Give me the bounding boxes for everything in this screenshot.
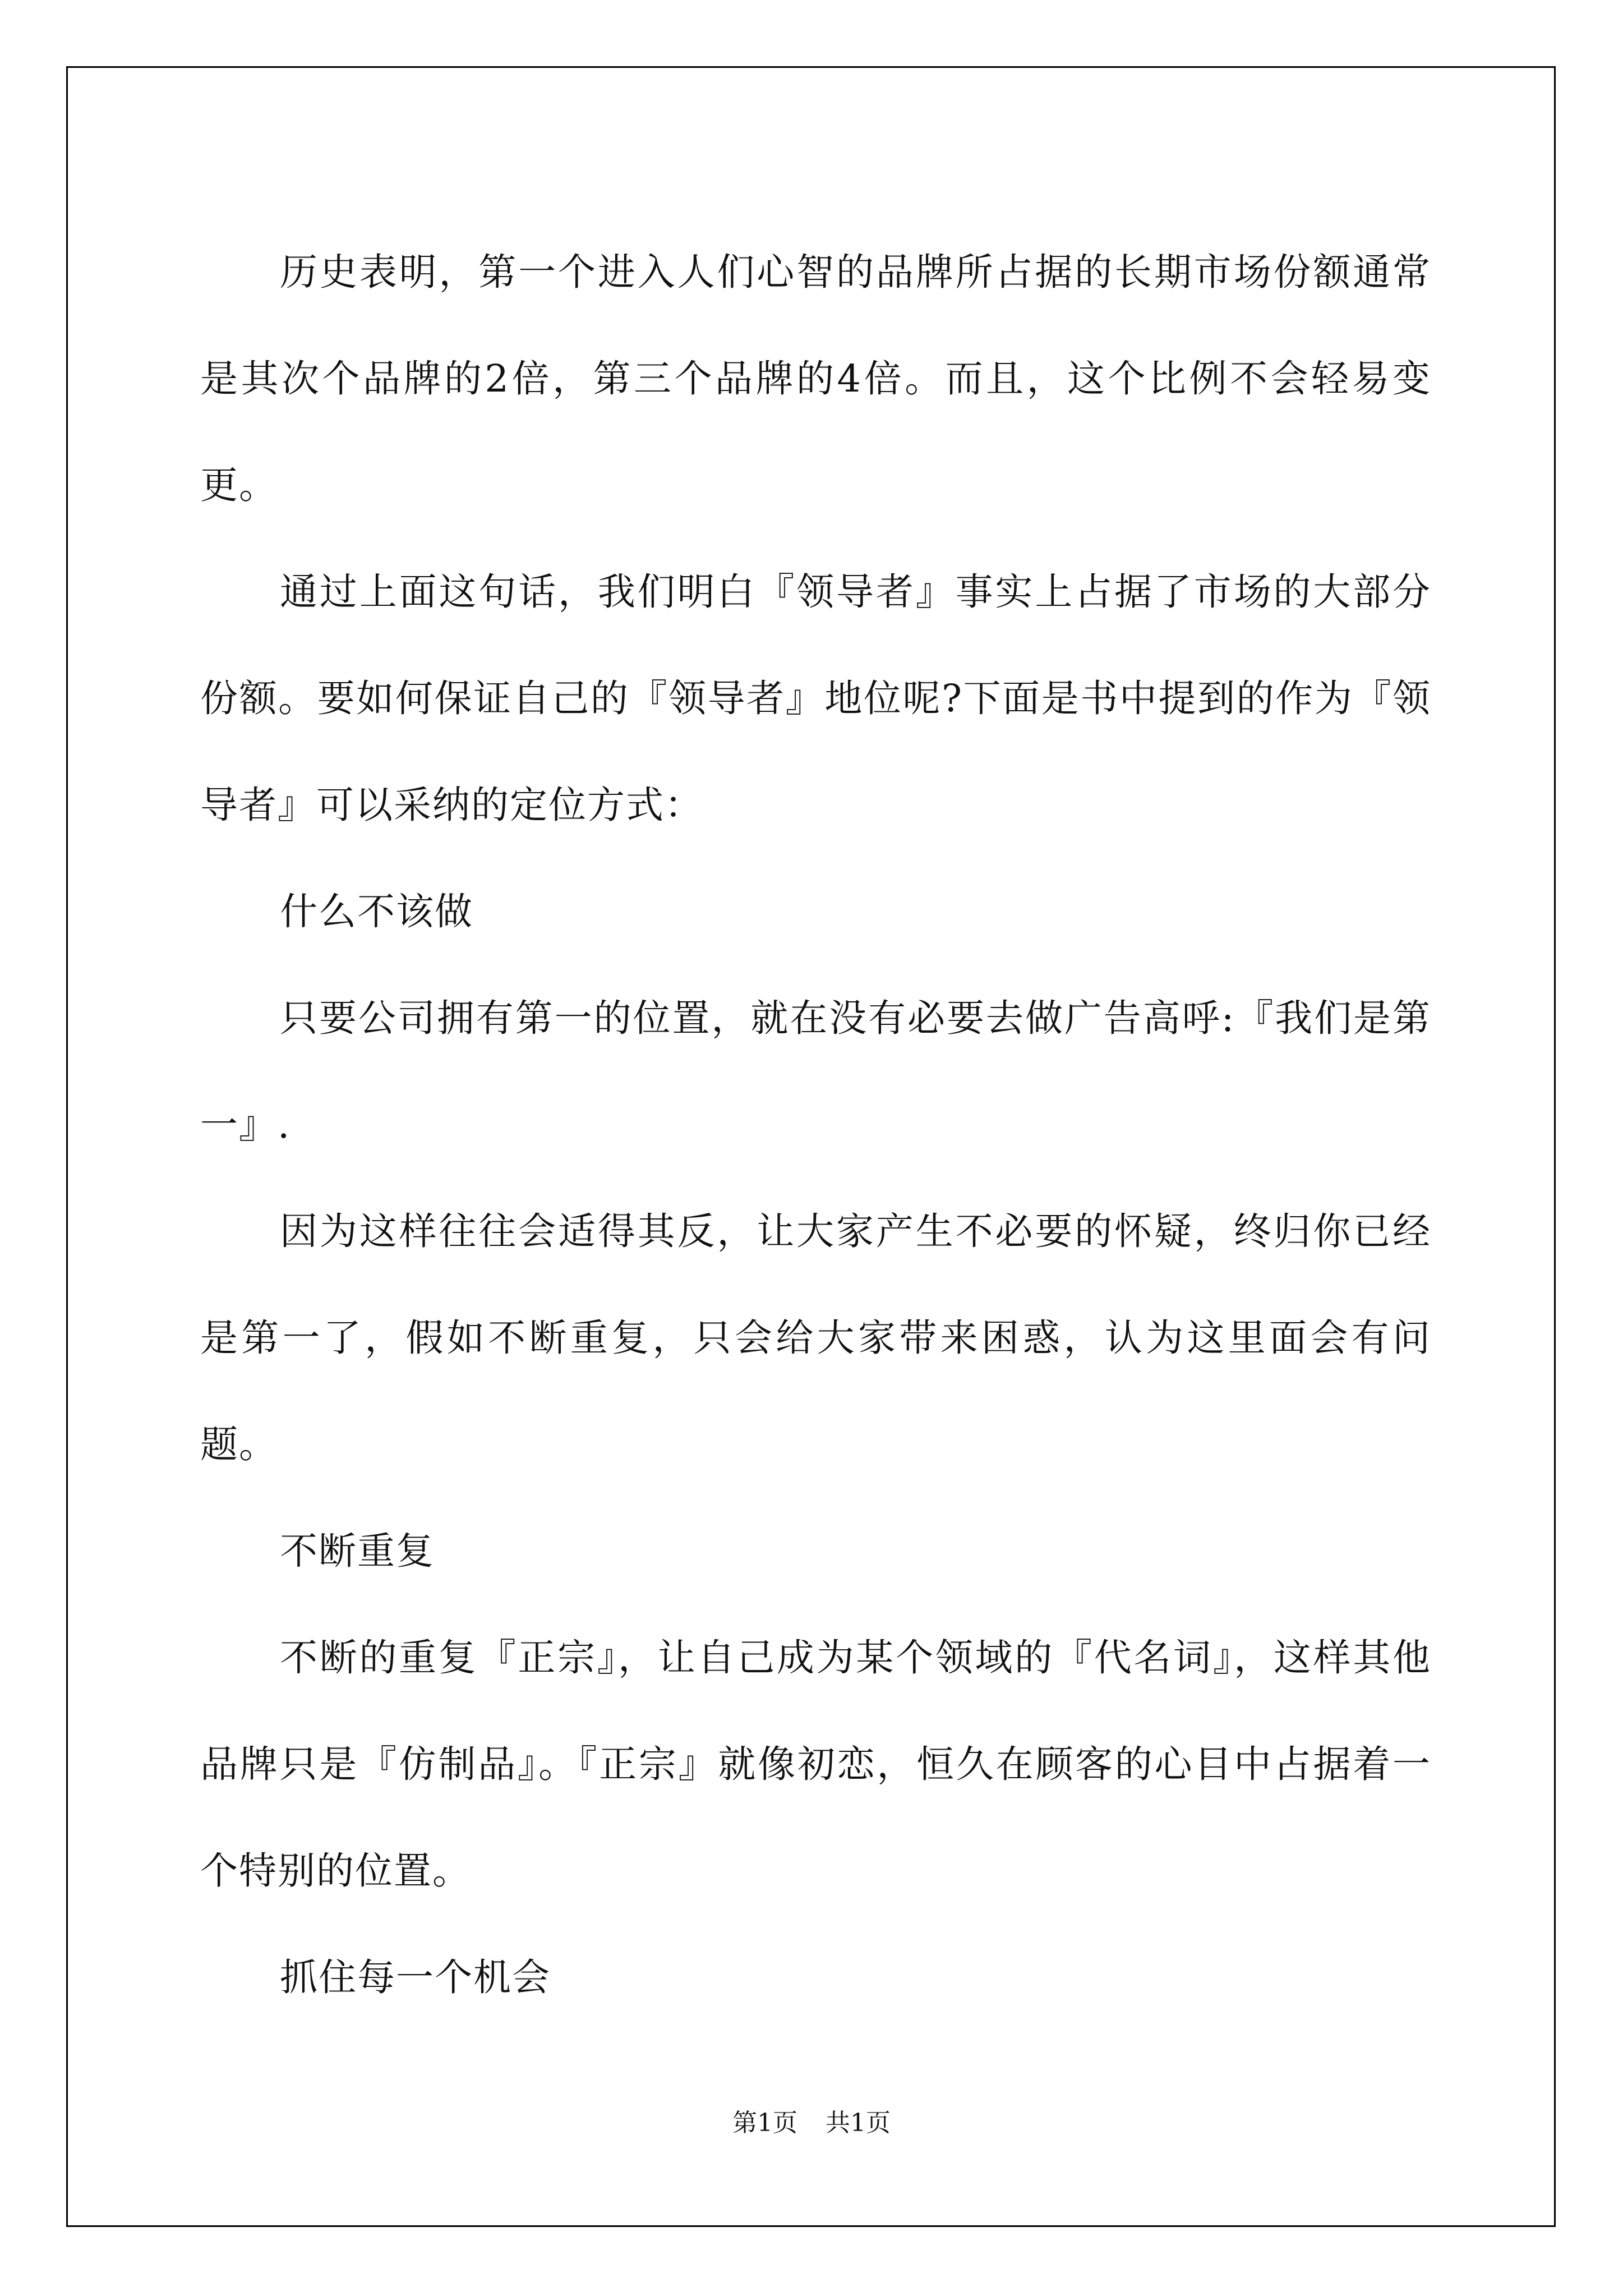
heading-what-not-to-do: 什么不该做 bbox=[280, 890, 473, 933]
paragraph-no-need-to-shout: 只要公司拥有第一的位置，就在没有必要去做广告高呼:『我们是第一』. bbox=[200, 996, 1431, 1147]
paragraph-market-share: 历史表明，第一个进入人们心智的品牌所占据的长期市场份额通常是其次个品牌的2倍，第三个品牌的4倍。而且，这个比例不会轻易变更。 bbox=[200, 250, 1431, 507]
paragraph-leader-share: 通过上面这句话，我们明白『领导者』事实上占据了市场的大部分份额。要如何保证自己的『领导者』地位呢?下面是书中提到的作为『领导者』可以采纳的定位方式： bbox=[200, 570, 1431, 827]
page-total: 共1页 bbox=[826, 2109, 891, 2137]
page-footer bbox=[0, 2102, 1623, 2138]
document-body bbox=[200, 219, 1431, 2031]
heading-keep-repeating: 不断重复 bbox=[280, 1529, 435, 1573]
paragraph-counterproductive: 因为这样往往会适得其反，让大家产生不必要的怀疑，终归你已经是第一了，假如不断重复，只会给大家带来困惑，认为这里面会有问题。 bbox=[200, 1209, 1431, 1466]
page-number: 第1页 bbox=[732, 2109, 797, 2137]
paragraph-authentic: 不断的重复『正宗』，让自己成为某个领域的『代名词』，这样其他品牌只是『仿制品』。『正宗』就像初恋，恒久在顾客的心目中占据着一个特别的位置。 bbox=[200, 1636, 1431, 1893]
heading-seize-every-opportunity: 抓住每一个机会 bbox=[280, 1955, 551, 1999]
